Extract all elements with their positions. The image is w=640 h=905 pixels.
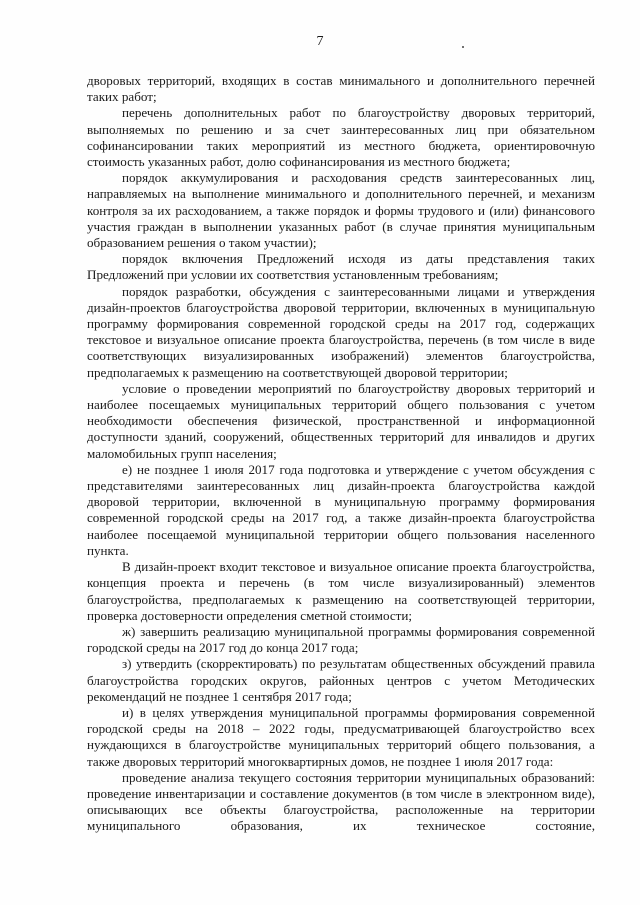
paragraph: порядок включения Предложений исходя из даты представления таких Предложений при условии их соответствия установленным требованиям;	[87, 251, 595, 283]
paragraph: В дизайн-проект входит текстовое и визуальное описание проекта благоустройства, концепция проекта и перечень (в том числе визуализированный) элементов благоустройства, предполагаемых к размещению на соответствующей территории, проверка достоверности определения сметной стоимости;	[87, 559, 595, 623]
page-number: 7	[316, 34, 324, 49]
paragraph: дворовых территорий, входящих в состав минимального и дополнительного перечней таких работ;	[87, 73, 595, 105]
paragraph: е) не позднее 1 июля 2017 года подготовка и утверждение с учетом обсуждения с представителями заинтересованных лиц дизайн-проекта благоустройства каждой дворовой территории, включенной в муниципальную программу формирования современной городской среды на 2017 год, а также дизайн-проекта благоустройства наиболее посещаемой муниципальной территории общего пользования населенного пункта.	[87, 461, 595, 558]
paragraph: проведение анализа текущего состояния территории муниципальных образований: проведение инвентаризации и составление документов (в том числе в электронном виде), описывающих все объекты благоустройства, расположенные на территории муниципального образования, их техническое состояние,	[87, 769, 595, 834]
paragraph: условие о проведении мероприятий по благоустройству дворовых территорий и наиболее посещаемых муниципальных территорий общего пользования с учетом необходимости обеспечения физической, пространственной и информационной доступности зданий, сооружений, общественных территорий для инвалидов и других маломобильных групп населения;	[87, 380, 595, 461]
paragraph: и) в целях утверждения муниципальной программы формирования современной городской среды на 2018 – 2022 годы, предусматривающей благоустройство всех нуждающихся в благоустройстве муниципальных территорий общего пользования, а также дворовых территорий многоквартирных домов, не позднее 1 июля 2017 года:	[87, 704, 595, 769]
paragraph: порядок аккумулирования и расходования средств заинтересованных лиц, направляемых на выполнение минимального и дополнительного перечней, и механизм контроля за их расходованием, а также порядок и формы трудового и (или) финансового участия граждан в выполнении указанных работ (в случае принятия муниципальным образованием решения о таком участии);	[87, 170, 595, 251]
document-body	[87, 73, 595, 835]
paragraph: порядок разработки, обсуждения с заинтересованными лицами и утверждения дизайн-проектов благоустройства дворовой территории, включенных в муниципальную программу формирования современной городской среды на 2017 год, содержащих текстовое и визуальное описание проекта благоустройства, перечень (в том числе в виде соответствующих визуализированных изображений) элементов благоустройства, предполагаемых к размещению на соответствующей дворовой территории;	[87, 283, 595, 380]
paragraph: перечень дополнительных работ по благоустройству дворовых территорий, выполняемых по решению и за счет заинтересованных лиц при обязательном софинансировании таких мероприятий из местного бюджета, ориентировочную стоимость указанных работ, долю софинансирования из местного бюджета;	[87, 105, 595, 170]
paragraph: ж) завершить реализацию муниципальной программы формирования современной городской среды на 2017 год до конца 2017 года;	[87, 623, 595, 656]
paragraph: з) утвердить (скорректировать) по результатам общественных обсуждений правила благоустройства городских округов, районных центров с учетом Методических рекомендаций не позднее 1 сентября 2017 года;	[87, 656, 595, 704]
scan-speck	[462, 46, 464, 48]
